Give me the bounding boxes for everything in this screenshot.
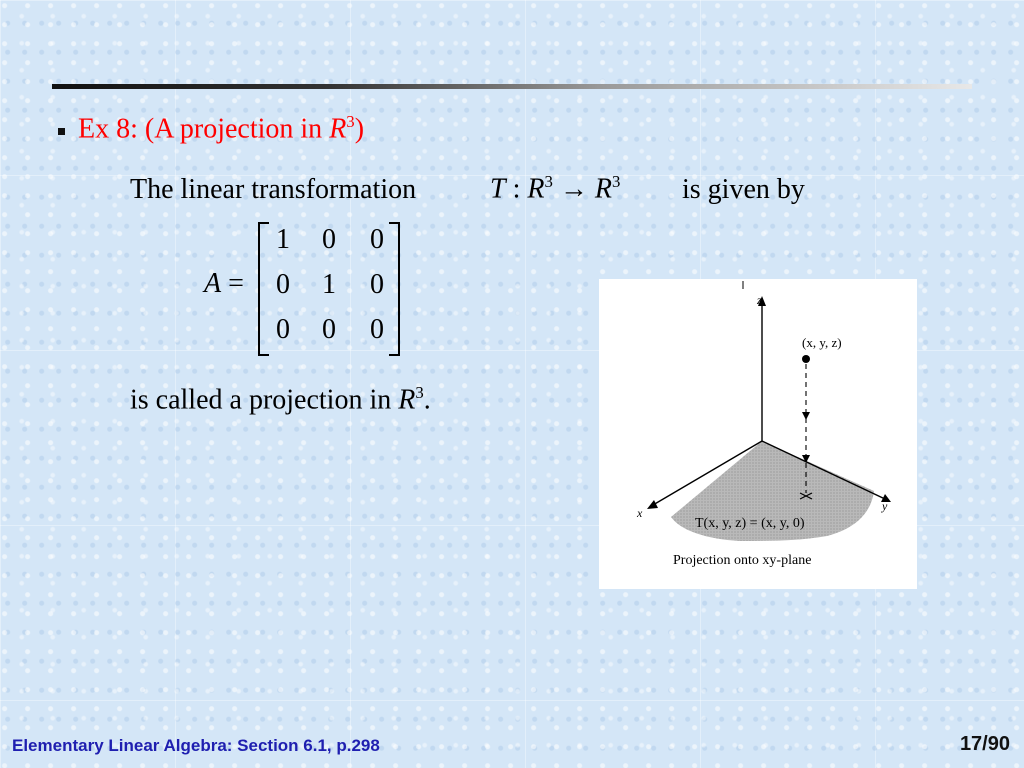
matrix-cell: 0 (370, 224, 384, 255)
bullet-icon (58, 128, 65, 135)
image-label: T(x, y, z) = (x, y, 0) (695, 516, 805, 531)
statement-text: The linear transformation (130, 174, 417, 205)
matrix-cell: 1 (322, 269, 336, 300)
footer-citation: Elementary Linear Algebra: Section 6.1, p.298 (12, 736, 380, 755)
y-axis-label: y (882, 499, 888, 513)
matrix-cell: 0 (276, 314, 290, 345)
figure-caption: Projection onto xy-plane (673, 553, 812, 568)
matrix-label: A = (204, 268, 244, 299)
z-axis-label: z (757, 293, 762, 307)
projection-figure (599, 279, 917, 589)
matrix-cell: 0 (322, 314, 336, 345)
projection-arrowhead (802, 412, 810, 420)
matrix-cell: 0 (370, 269, 384, 300)
point-marker (802, 355, 810, 363)
x-axis-arrowhead (647, 500, 658, 509)
conclusion-text: is called a projection in $R^3$. (130, 383, 431, 416)
matrix-cell: 0 (276, 269, 290, 300)
matrix-cell: 0 (322, 224, 336, 255)
title-rule (52, 84, 972, 89)
projection-matrix (258, 222, 400, 354)
matrix-cell: 0 (370, 314, 384, 345)
transformation-mapping: T : $R^3 \to R^3$ (490, 172, 621, 205)
page-number: 17/90 (959, 733, 1010, 755)
is-given-text: is given by (682, 174, 805, 205)
matrix-cell: 1 (276, 224, 290, 255)
projection-diagram (599, 279, 917, 589)
x-axis-label: x (637, 506, 643, 520)
point-label: (x, y, z) (802, 335, 842, 350)
example-heading: Ex 8: (A projection in $R^3$) (78, 112, 365, 145)
